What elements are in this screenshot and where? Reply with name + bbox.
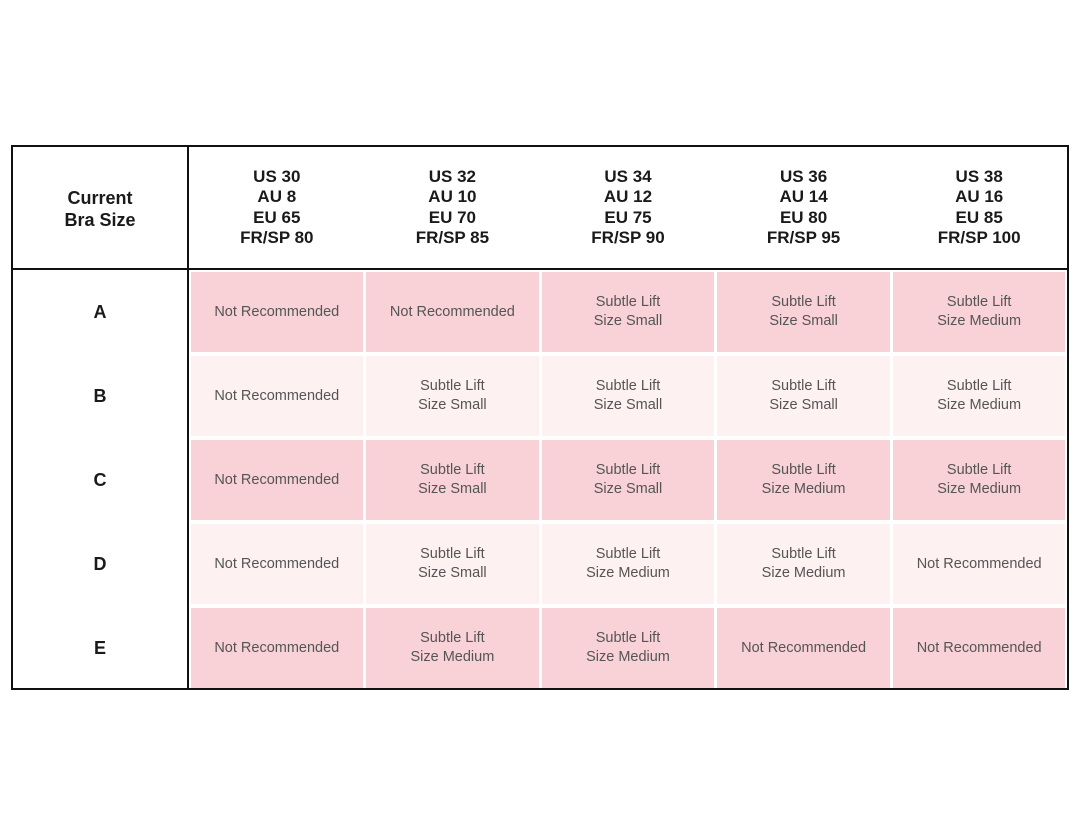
cell-text: Size Small [593,481,663,497]
column-header-line: EU 85 [955,207,1003,227]
table-cell [542,524,715,604]
cell-text: Size Medium [586,565,670,581]
cell-text: Subtle Lift [771,462,836,478]
cell-text: Size Medium [937,481,1022,497]
cell-text: Subtle Lift [595,378,661,394]
corner-cell [13,147,189,268]
table-cell [893,524,1066,604]
table-cell [191,356,364,436]
cell-text: Subtle Lift [771,294,836,310]
cell-text: Not Recommended [916,639,1042,656]
cell-text: Size Small [418,565,487,581]
cell-text: Size Small [593,397,663,413]
column-header [716,147,892,268]
cell-text: Size Small [769,397,838,413]
cell-text: Size Medium [761,565,846,581]
table-cell [893,272,1066,352]
cell-text: Not Recommended [214,387,340,404]
cell-text: Subtle Lift [595,546,661,562]
cell-text: Not Recommended [741,639,867,656]
column-header [540,147,716,268]
table-cell [542,272,715,352]
column-header-line: FR/SP 85 [415,228,490,247]
column-header-line: US 32 [428,166,477,186]
column-header-line: FR/SP 80 [240,228,314,247]
table-cell [366,608,539,688]
table-cell [893,440,1066,520]
row-label: C [13,438,189,522]
cell-text: Not Recommended [214,639,340,656]
cell-text: Size Medium [410,649,495,665]
table-row [13,606,1067,690]
cell-text: Subtle Lift [420,546,485,562]
row-label: B [13,354,189,438]
table-cell [893,356,1066,436]
column-header-line: EU 80 [779,207,828,227]
column-header-line: AU 14 [779,187,828,206]
cell-text: Size Medium [937,397,1022,413]
column-header-line: US 38 [955,166,1003,186]
cell-text: Subtle Lift [420,462,485,478]
cell-text: Not Recommended [214,303,340,320]
cell-text: Size Small [593,313,663,329]
table-row [13,270,1067,354]
table-cell [717,608,890,688]
column-header [189,147,365,268]
column-header-line: AU 8 [257,187,297,206]
table-cell [366,272,539,352]
table-cell [717,524,890,604]
column-header-line: US 34 [604,166,652,186]
table-body [13,270,1067,688]
table-cell [717,356,890,436]
cell-text: Subtle Lift [420,630,485,646]
cell-text: Size Medium [937,313,1022,329]
row-label: D [13,522,189,606]
cell-text: Subtle Lift [946,462,1012,478]
cell-text: Not Recommended [916,555,1042,572]
column-header-line: FR/SP 90 [591,228,665,247]
cell-text: Subtle Lift [595,294,661,310]
cell-text: Subtle Lift [420,378,485,394]
table-cell [893,608,1066,688]
cell-text: Subtle Lift [595,630,661,646]
table-row [13,522,1067,606]
table-cell [717,272,890,352]
cell-text: Subtle Lift [946,378,1012,394]
column-header-line: EU 70 [428,207,477,227]
table-cell [542,440,715,520]
column-header-line: EU 75 [604,207,652,227]
cell-text: Size Small [769,313,838,329]
column-header-line: US 36 [779,166,828,186]
column-header-line: AU 12 [603,187,653,206]
cell-text: Not Recommended [214,555,340,572]
table-cell [191,524,364,604]
cell-text: Subtle Lift [771,378,836,394]
cell-text: Subtle Lift [946,294,1012,310]
header-row [13,147,1067,270]
column-header-line: FR/SP 95 [766,228,841,247]
table-cell [191,608,364,688]
column-header-line: US 30 [253,166,301,186]
cell-text: Size Medium [761,481,846,497]
table-row [13,438,1067,522]
column-header-line: EU 65 [253,207,301,227]
column-header [365,147,541,268]
column-header-line: AU 16 [955,187,1004,206]
table-cell [717,440,890,520]
table-cell [366,356,539,436]
column-header-line: AU 10 [428,187,477,206]
column-header-line: FR/SP 100 [937,228,1021,247]
row-label: A [13,270,189,354]
cell-text: Not Recommended [214,471,340,488]
table-cell [366,524,539,604]
cell-text: Subtle Lift [771,546,836,562]
cell-text: Size Small [418,481,487,497]
table-row [13,354,1067,438]
table-cell [191,272,364,352]
size-chart-table [11,145,1069,690]
table-cell [542,608,715,688]
column-header [891,147,1067,268]
cell-text: Not Recommended [389,303,515,320]
row-label: E [13,606,189,690]
corner-label: Current Bra Size [64,188,136,230]
table-cell [542,356,715,436]
table-cell [366,440,539,520]
cell-text: Subtle Lift [595,462,661,478]
cell-text: Size Medium [586,649,670,665]
cell-text: Size Small [418,397,487,413]
table-cell [191,440,364,520]
